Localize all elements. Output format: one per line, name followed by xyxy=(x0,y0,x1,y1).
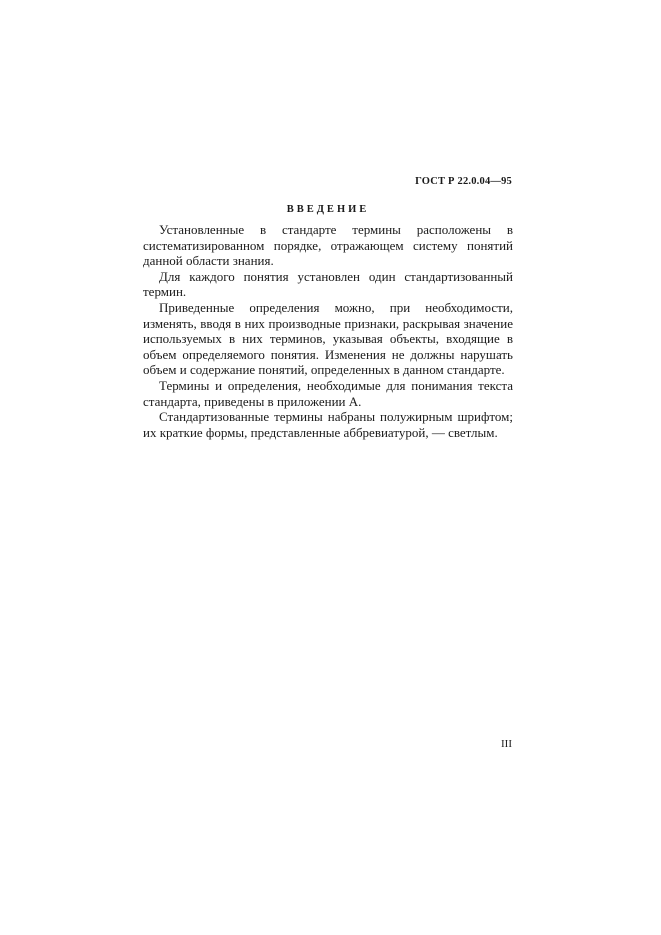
paragraph: Стандартизованные термины набраны полужирным шрифтом; их краткие формы, представленные аббревиатурой, — светлым. xyxy=(143,409,513,440)
paragraph: Приведенные определения можно, при необходимости, изменять, вводя в них производные признаки, раскрывая значение используемых в них терминов, указывая объекты, входящие в объем определяемого понятия. Изменения не должны нарушать объем и содержание понятий, определенных в данном стандарте. xyxy=(143,299,513,378)
document-code: ГОСТ Р 22.0.04—95 xyxy=(415,176,512,187)
body-text xyxy=(143,222,513,440)
page-number: III xyxy=(501,738,512,750)
section-title: ВВЕДЕНИЕ xyxy=(286,204,370,215)
paragraph: Для каждого понятия установлен один стандартизованный термин. xyxy=(143,268,513,300)
paragraph: Термины и определения, необходимые для понимания текста стандарта, приведены в приложении А. xyxy=(143,377,513,409)
paragraph: Установленные в стандарте термины расположены в систематизированном порядке, отражающем систему понятий данной области знания. xyxy=(143,222,513,269)
